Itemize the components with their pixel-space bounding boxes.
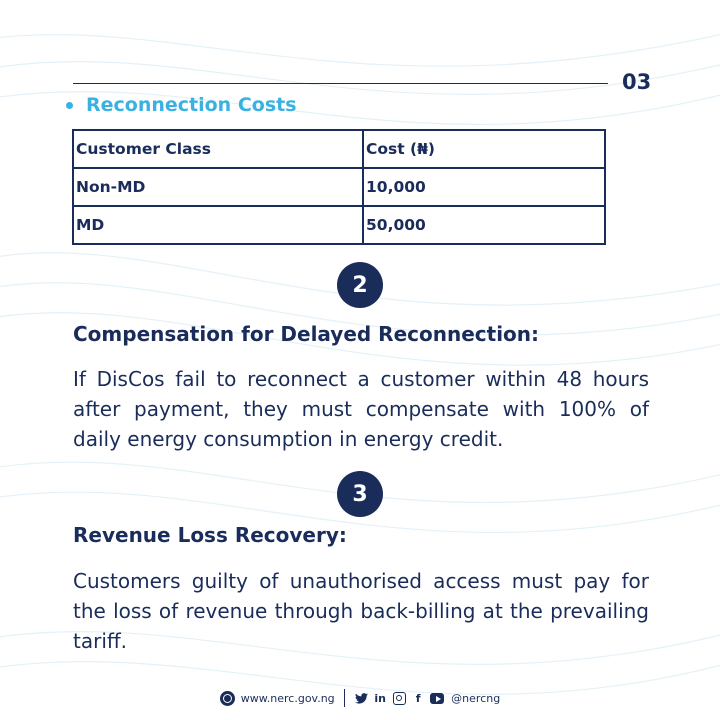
table-cell: 50,000 (363, 206, 605, 244)
twitter-icon[interactable] (354, 691, 368, 705)
footer-divider (344, 689, 346, 707)
social-icons (354, 691, 444, 705)
table-header-row (73, 130, 605, 168)
website-link[interactable]: www.nerc.gov.ng (240, 691, 335, 705)
table-row (73, 168, 605, 206)
footer (0, 689, 720, 707)
facebook-icon[interactable]: f (415, 691, 421, 705)
section-heading-text: Reconnection Costs (86, 94, 297, 116)
revenue-loss-title: Revenue Loss Recovery: (73, 523, 347, 547)
top-rule (73, 83, 608, 84)
table-cell: Non-MD (73, 168, 363, 206)
table-cell: MD (73, 206, 363, 244)
instagram-icon[interactable] (392, 691, 406, 705)
section-heading (66, 94, 297, 116)
reconnection-cost-table (72, 129, 606, 245)
step-number-badge: 2 (337, 262, 383, 308)
page-number: 03 (622, 70, 652, 94)
table-row (73, 206, 605, 244)
table-header-cell: Cost (₦) (363, 130, 605, 168)
compensation-body: If DisCos fail to reconnect a customer within 48 hours after payment, they must compensate with 100% of daily energy consumption in energy credit. (73, 367, 649, 451)
social-handle[interactable]: @nercng (451, 691, 501, 705)
table-header-cell: Customer Class (73, 130, 363, 168)
revenue-loss-body: Customers guilty of unauthorised access must pay for the loss of revenue through back-billing at the prevailing tariff. (73, 569, 649, 653)
linkedin-icon[interactable]: in (374, 691, 386, 705)
bullet-icon (66, 102, 73, 109)
compensation-title: Compensation for Delayed Reconnection: (73, 322, 540, 346)
youtube-icon[interactable] (430, 691, 444, 705)
step-number-badge: 3 (337, 471, 383, 517)
table-cell: 10,000 (363, 168, 605, 206)
globe-icon (220, 691, 235, 706)
